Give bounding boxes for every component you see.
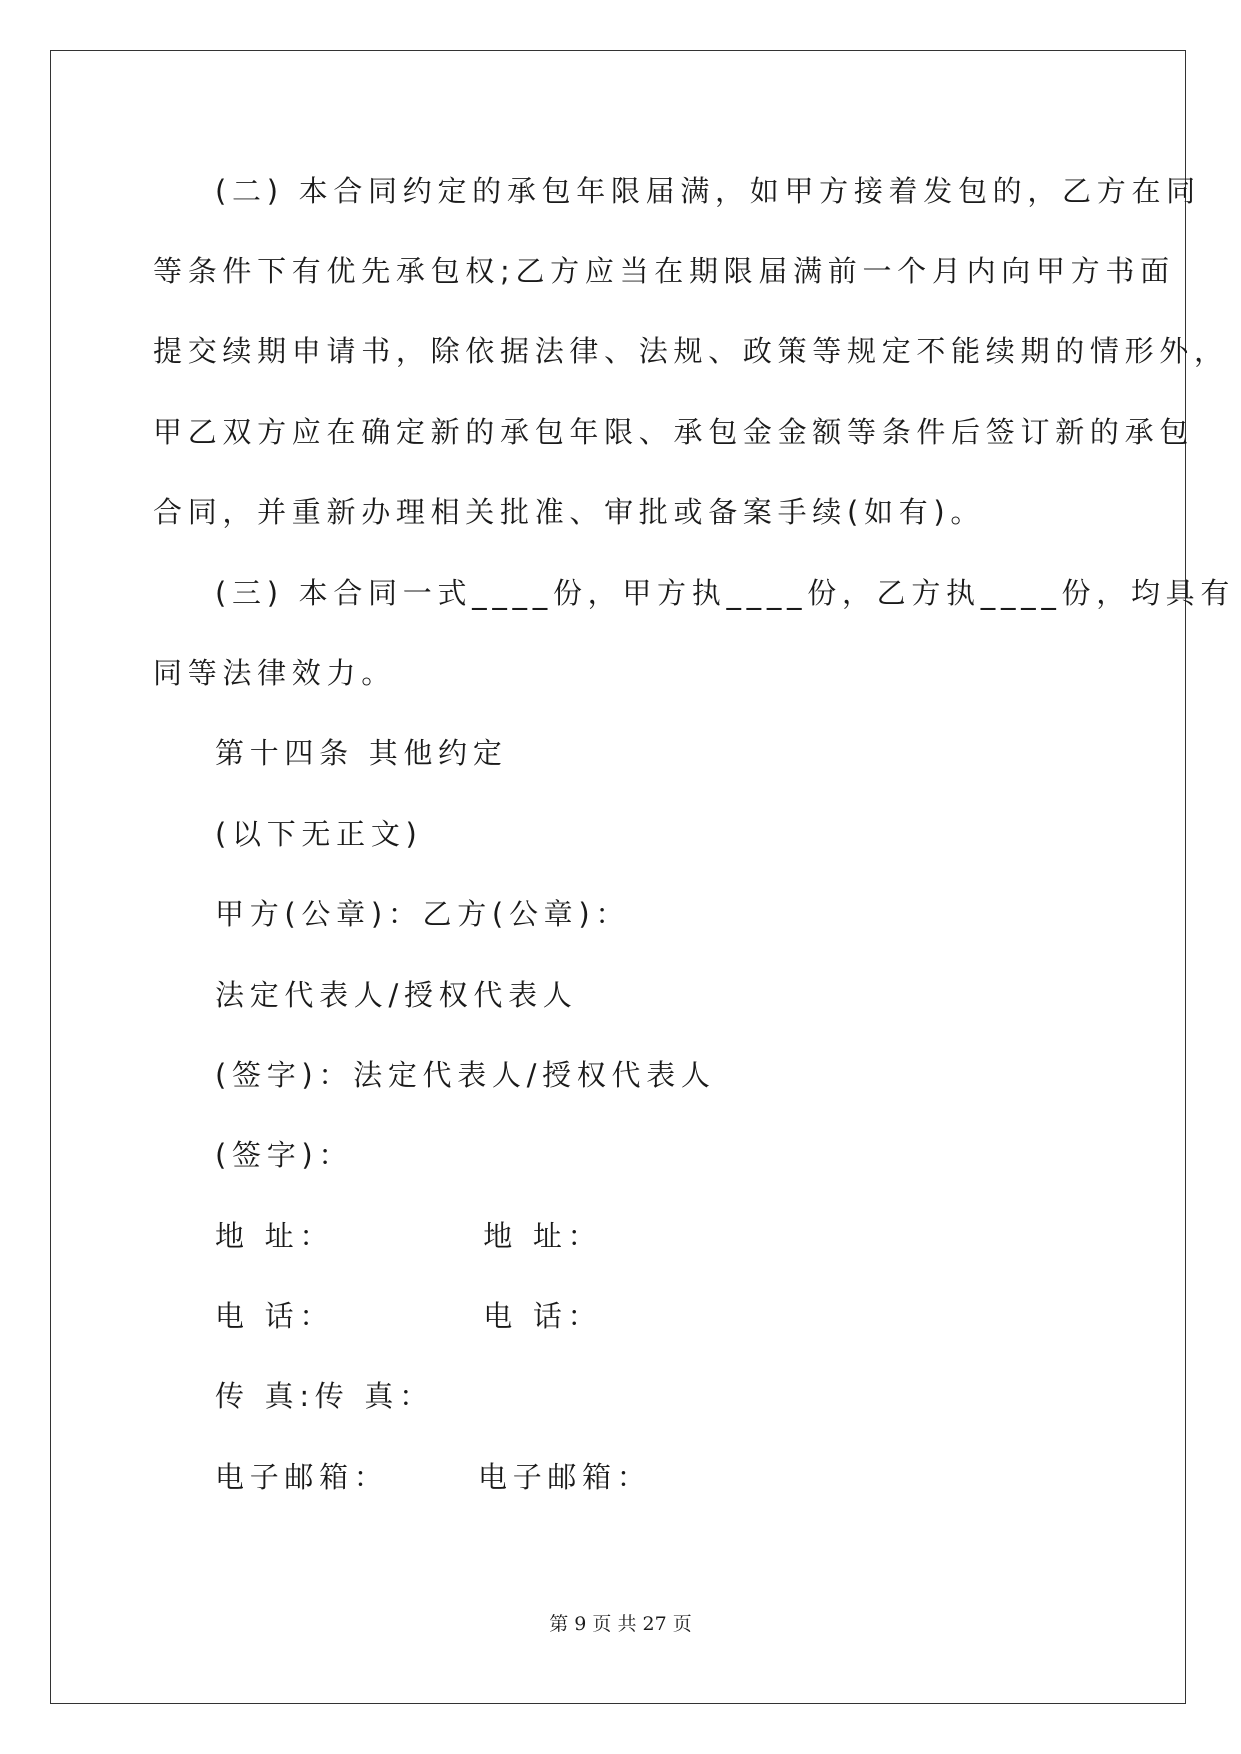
paragraph-line: 同等法律效力。 <box>153 656 396 690</box>
paragraph-line: (三) 本合同一式____份，甲方执____份，乙方执____份，均具有 <box>215 576 1236 610</box>
signature-line: 甲方(公章)：乙方(公章)： <box>215 897 631 931</box>
paragraph-line: 等条件下有优先承包权;乙方应当在期限届满前一个月内向甲方书面 <box>153 254 1175 288</box>
page-border <box>50 50 1186 1704</box>
paragraph-line: (二) 本合同约定的承包年限届满，如甲方接着发包的，乙方在同 <box>215 174 1201 208</box>
signature-line: 法定代表人/授权代表人 <box>215 978 578 1012</box>
paragraph-line: (以下无正文) <box>215 817 423 851</box>
paragraph-line: 合同，并重新办理相关批准、审批或备案手续(如有)。 <box>153 495 986 529</box>
phone-line: 电 话： 电 话： <box>215 1299 603 1333</box>
paragraph-line: 提交续期申请书，除依据法律、法规、政策等规定不能续期的情形外， <box>153 334 1229 368</box>
address-line: 地 址： 地 址： <box>215 1219 603 1253</box>
signature-line: (签字)：法定代表人/授权代表人 <box>215 1058 716 1092</box>
section-heading: 第十四条 其他约定 <box>215 736 508 770</box>
page-number-footer: 第 9 页 共 27 页 <box>549 1613 692 1635</box>
signature-line: (签字)： <box>215 1138 354 1172</box>
fax-line: 传 真:传 真： <box>215 1379 434 1413</box>
paragraph-line: 甲乙双方应在确定新的承包年限、承包金金额等条件后签订新的承包 <box>153 415 1195 449</box>
email-line: 电子邮箱： 电子邮箱： <box>215 1460 652 1494</box>
